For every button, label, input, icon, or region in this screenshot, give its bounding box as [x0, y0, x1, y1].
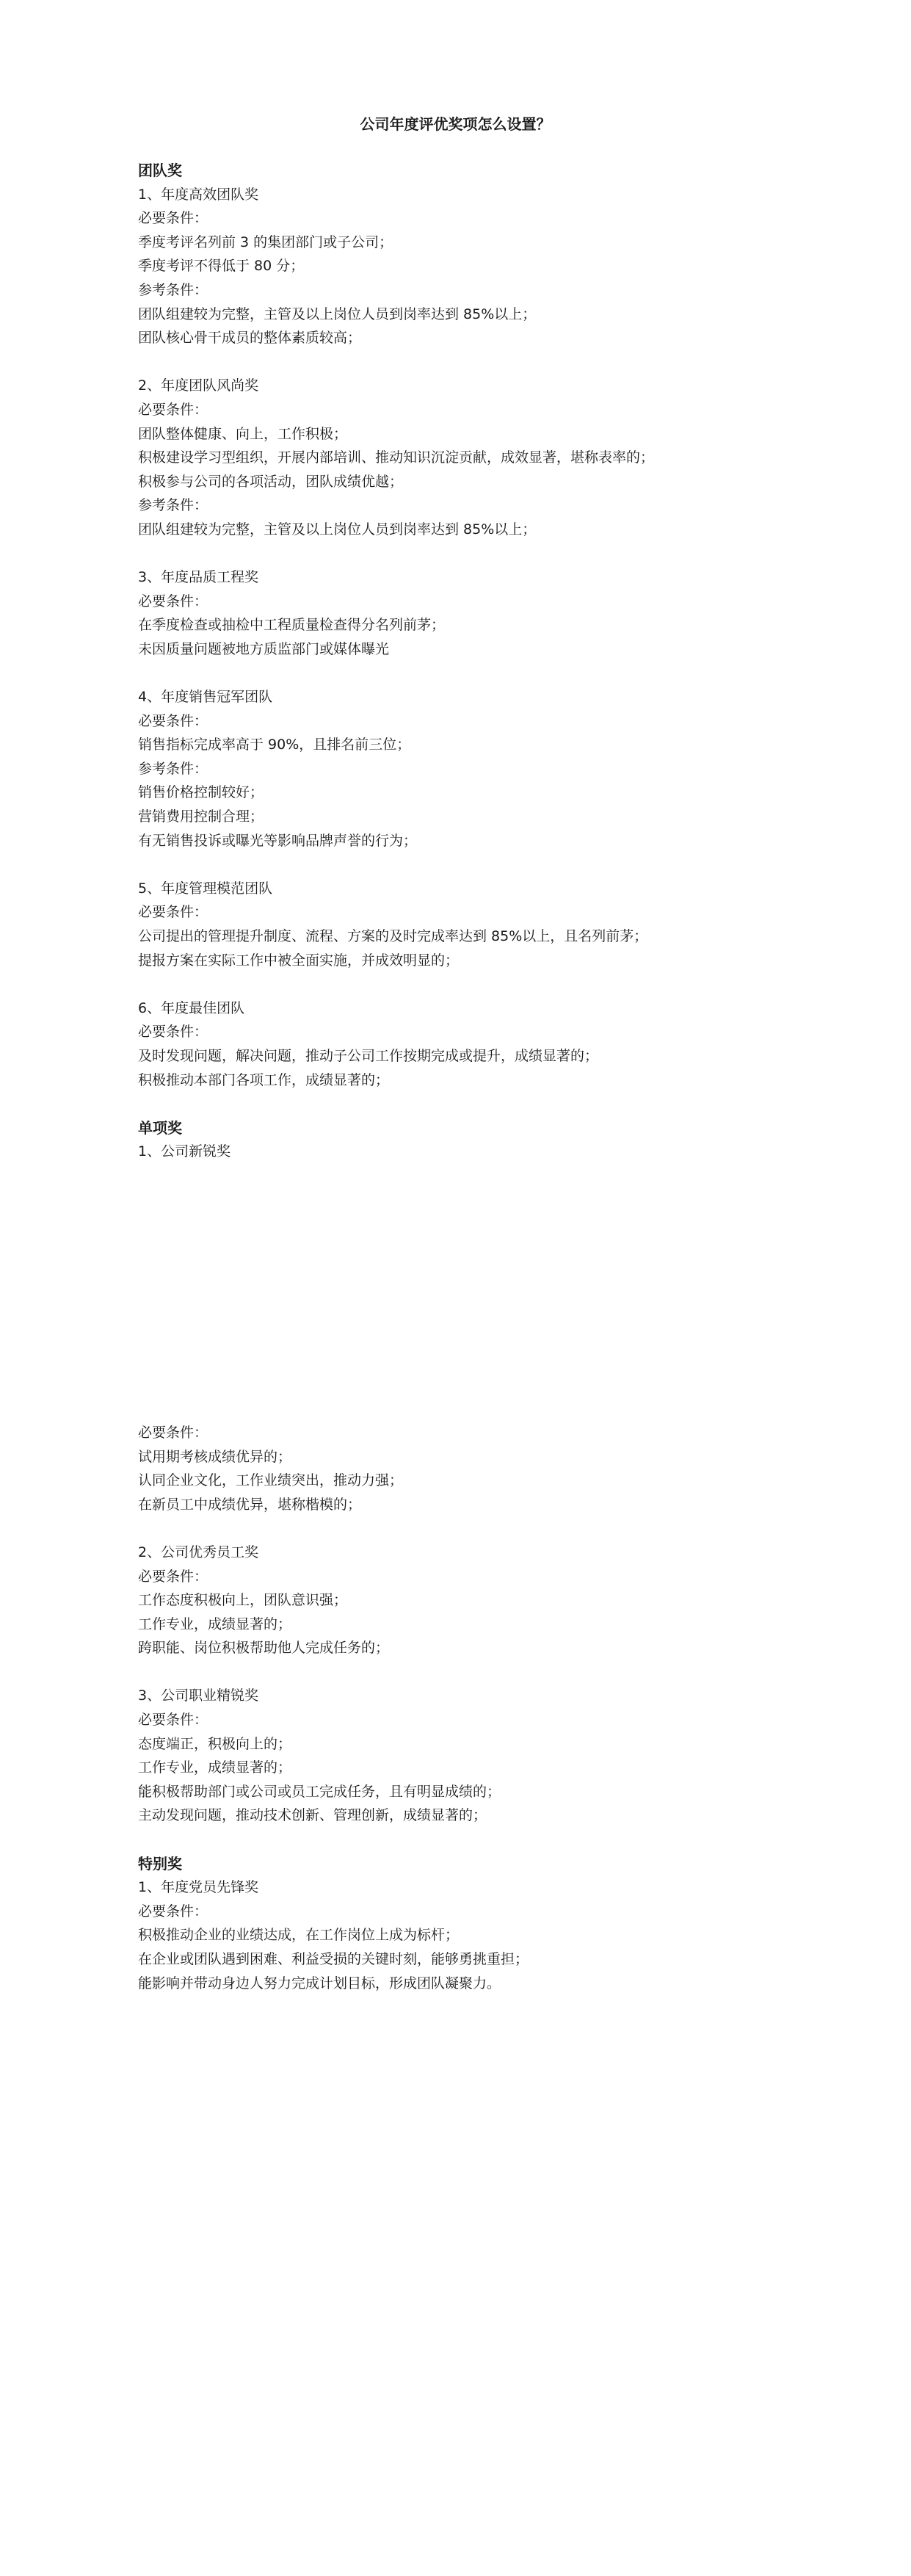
- award-name: 3、公司职业精锐奖: [138, 1687, 259, 1704]
- condition-line: 主动发现问题，推动技术创新、管理创新，成绩显著的；: [138, 1807, 487, 1824]
- condition-line: 认同企业文化，工作业绩突出，推动力强；: [138, 1472, 404, 1489]
- spacer: [138, 853, 799, 877]
- condition-line: 季度考评不得低于 80 分；: [138, 258, 305, 275]
- section-heading: 团队奖: [138, 162, 182, 179]
- condition-line: 未因质量问题被地方质监部门或媒体曝光: [138, 640, 390, 657]
- condition-line: 积极推动企业的业绩达成，在工作岗位上成为标杆；: [138, 1927, 460, 1944]
- condition-line: 季度考评名列前 3 的集团部门或子公司；: [138, 234, 393, 250]
- spacer: [138, 1092, 799, 1116]
- award-name: 3、年度品质工程奖: [138, 569, 259, 586]
- condition-line: 在新员工中成绩优异，堪称楷模的；: [138, 1496, 362, 1513]
- condition-line: 必要条件：: [138, 1903, 208, 1920]
- condition-line: 必要条件：: [138, 1424, 208, 1441]
- condition-line: 积极参与公司的各项活动，团队成绩优越；: [138, 473, 404, 490]
- award-name: 6、年度最佳团队: [138, 999, 245, 1016]
- spacer: [138, 1660, 799, 1685]
- spacer: [138, 1516, 799, 1541]
- condition-line: 公司提出的管理提升制度、流程、方案的及时完成率达到 85%以上，且名列前茅；: [138, 928, 648, 944]
- spacer: [138, 350, 799, 375]
- condition-line: 团队组建较为完整，主管及以上岗位人员到岗率达到 85%以上；: [138, 521, 537, 538]
- condition-line: 提报方案在实际工作中被全面实施，并成效明显的；: [138, 952, 460, 969]
- condition-line: 跨职能、岗位积极帮助他人完成任务的；: [138, 1640, 390, 1657]
- condition-line: 积极建设学习型组织，开展内部培训、推动知识沉淀贡献，成效显著，堪称表率的；: [138, 449, 655, 466]
- blank-area: [138, 1164, 799, 1421]
- condition-line: 必要条件：: [138, 904, 208, 921]
- condition-line: 团队组建较为完整，主管及以上岗位人员到岗率达到 85%以上；: [138, 305, 537, 322]
- award-name: 2、公司优秀员工奖: [138, 1544, 259, 1560]
- condition-line: 必要条件：: [138, 1024, 208, 1041]
- condition-line: 在季度检查或抽检中工程质量检查得分名列前茅；: [138, 617, 446, 634]
- condition-line: 工作专业，成绩显著的；: [138, 1759, 292, 1776]
- condition-line: 必要条件：: [138, 210, 208, 227]
- award-name: 1、公司新锐奖: [138, 1143, 231, 1160]
- condition-line: 参考条件：: [138, 760, 208, 777]
- condition-line: 必要条件：: [138, 712, 208, 729]
- award-name: 5、年度管理模范团队: [138, 880, 273, 897]
- award-name: 1、年度党员先锋奖: [138, 1879, 259, 1896]
- document-body: [138, 159, 799, 1995]
- award-name: 2、年度团队风尚奖: [138, 377, 259, 394]
- condition-line: 工作专业，成绩显著的；: [138, 1616, 292, 1632]
- condition-line: 销售指标完成率高于 90%，且排名前三位；: [138, 737, 411, 753]
- condition-line: 必要条件：: [138, 1568, 208, 1585]
- condition-line: 有无销售投诉或曝光等影响品牌声誉的行为；: [138, 832, 418, 849]
- condition-line: 及时发现问题，解决问题，推动子公司工作按期完成或提升，成绩显著的；: [138, 1047, 599, 1064]
- condition-line: 团队整体健康、向上，工作积极；: [138, 425, 348, 442]
- condition-line: 参考条件：: [138, 497, 208, 514]
- condition-line: 参考条件：: [138, 281, 208, 298]
- condition-line: 态度端正，积极向上的；: [138, 1735, 292, 1752]
- condition-line: 营销费用控制合理；: [138, 808, 264, 825]
- condition-line: 在企业或团队遇到困难、利益受损的关键时刻，能够勇挑重担；: [138, 1951, 529, 1967]
- spacer: [138, 972, 799, 996]
- condition-line: 能影响并带动身边人努力完成计划目标，形成团队凝聚力。: [138, 1975, 501, 1991]
- condition-line: 积极推动本部门各项工作，成绩显著的；: [138, 1071, 390, 1088]
- section-heading: 单项奖: [138, 1118, 182, 1137]
- document-title: 公司年度评优奖项怎么设置？: [360, 115, 551, 133]
- section-heading: 特别奖: [138, 1854, 182, 1873]
- condition-line: 试用期考核成绩优异的；: [138, 1448, 292, 1465]
- award-name: 4、年度销售冠军团队: [138, 689, 273, 706]
- spacer: [138, 661, 799, 685]
- spacer: [138, 1828, 799, 1852]
- condition-line: 能积极帮助部门或公司或员工完成任务，且有明显成绩的；: [138, 1783, 501, 1800]
- condition-line: 销售价格控制较好；: [138, 784, 264, 801]
- award-name: 1、年度高效团队奖: [138, 186, 259, 203]
- condition-line: 必要条件：: [138, 1712, 208, 1729]
- spacer: [138, 542, 799, 566]
- condition-line: 必要条件：: [138, 401, 208, 418]
- condition-line: 必要条件：: [138, 593, 208, 609]
- condition-line: 工作态度积极向上，团队意识强；: [138, 1592, 348, 1609]
- condition-line: 团队核心骨干成员的整体素质较高；: [138, 330, 362, 347]
